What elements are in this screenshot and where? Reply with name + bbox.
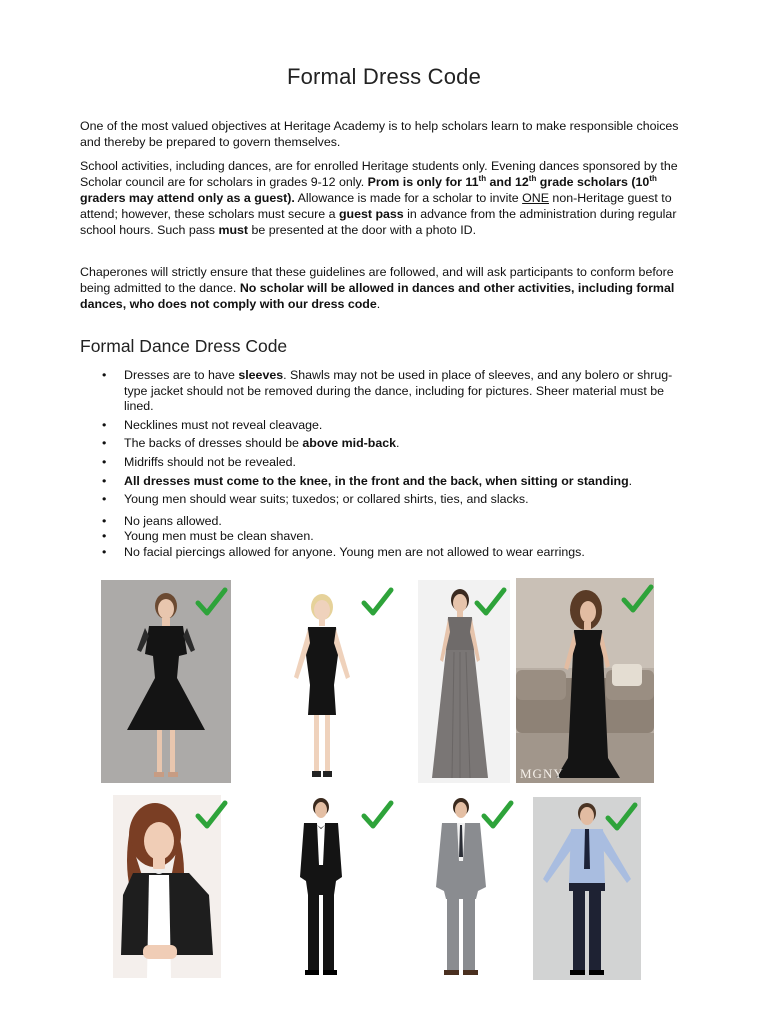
- p3-text-1: Chaperones will strictly ensure that these guidelines are followed, and will ask participants to conform before being admitted to the dance.: [80, 265, 674, 295]
- p2-bold-guest-pass: guest pass: [338, 207, 404, 221]
- p2-sup-2: th: [528, 173, 537, 183]
- p2-bold-2: and 12: [486, 175, 529, 189]
- p3-bold-rule: No scholar will be allowed in dances and other activities, including formal dances, who does not comply with our dress code: [80, 281, 675, 311]
- rule-3-bold: above mid-back: [302, 436, 397, 451]
- intro-paragraph-2: [80, 158, 690, 238]
- rule-1-text-2: . Shawls may not be used in place of sleeves, and any bolero or shrug-type jacket should not be removed during the dance, including for pictures. Sheer material must be lined.: [124, 368, 673, 414]
- check-mark-icon: [194, 798, 228, 832]
- p3-text-2: .: [376, 297, 381, 311]
- photo-tuxedo: [290, 795, 352, 978]
- rule-backs: [80, 436, 690, 452]
- p2-underline-one: ONE: [522, 191, 549, 205]
- rule-3-text-1: The backs of dresses should be: [124, 436, 303, 451]
- check-mark-icon: [194, 585, 228, 619]
- p2-text-1: School activities, including dances, are for enrolled Heritage students only. Evening dances sponsored by the Scholar council are for scholars in grades 9-12 only.: [80, 159, 678, 189]
- rule-5-text-2: .: [628, 473, 633, 488]
- check-mark-icon: [360, 798, 394, 832]
- rule-clean-shaven: • Young men must be clean shaven.: [80, 529, 690, 545]
- p2-text-2: Allowance is made for a scholar to invite: [294, 191, 523, 205]
- photo-dress-cap-sleeve-sheath: [282, 585, 362, 783]
- p2-text-3: non-Heritage guest to attend; however, these scholars must secure a: [80, 191, 672, 221]
- section-title: Formal Dance Dress Code: [80, 336, 288, 356]
- brand-watermark: MGNY: [520, 766, 564, 781]
- p2-bold-4: graders may attend only as a guest).: [80, 191, 295, 205]
- p2-bold-prom: Prom is only for 11: [367, 175, 479, 189]
- rule-sleeves: [80, 368, 690, 415]
- rule-3-text-2: .: [396, 436, 400, 451]
- check-mark-icon: [604, 800, 638, 834]
- p2-text-5: be presented at the door with a photo ID.: [248, 223, 477, 237]
- p2-sup-1: th: [478, 173, 487, 183]
- rule-no-piercings: • No facial piercings allowed for anyone. Young men are not allowed to wear earrings.: [80, 545, 690, 561]
- dress-code-list: [80, 368, 690, 561]
- rule-5-bold: All dresses must come to the knee, in the front and the back, when sitting or standing: [124, 473, 629, 488]
- intro-paragraph-3: [80, 264, 690, 312]
- rule-midriffs: • Midriffs should not be revealed.: [80, 455, 690, 471]
- rule-no-jeans: • No jeans allowed.: [80, 514, 690, 530]
- check-mark-icon: [620, 582, 654, 616]
- p2-sup-3: th: [649, 173, 657, 183]
- rule-1-bold: sleeves: [238, 368, 284, 382]
- p2-bold-3: grade scholars (10: [536, 175, 650, 189]
- page-title: Formal Dress Code: [286, 64, 482, 89]
- check-mark-icon: [360, 585, 394, 619]
- check-mark-icon: [473, 585, 507, 619]
- rule-necklines: • Necklines must not reveal cleavage.: [80, 418, 690, 434]
- intro-paragraph-1: One of the most valued objectives at Heritage Academy is to help scholars learn to make responsible choices and thereby be prepared to govern themselves.: [80, 119, 679, 149]
- p2-bold-must: must: [218, 223, 249, 237]
- rule-1-text-1: Dresses are to have: [124, 368, 239, 382]
- rule-young-men-attire: • Young men should wear suits; tuxedos; or collared shirts, ties, and slacks.: [80, 492, 690, 508]
- p2-text-4: in advance from the administration during regular school hours. Such pass: [80, 207, 677, 237]
- rule-knee-length: [80, 474, 690, 490]
- check-mark-icon: [480, 798, 514, 832]
